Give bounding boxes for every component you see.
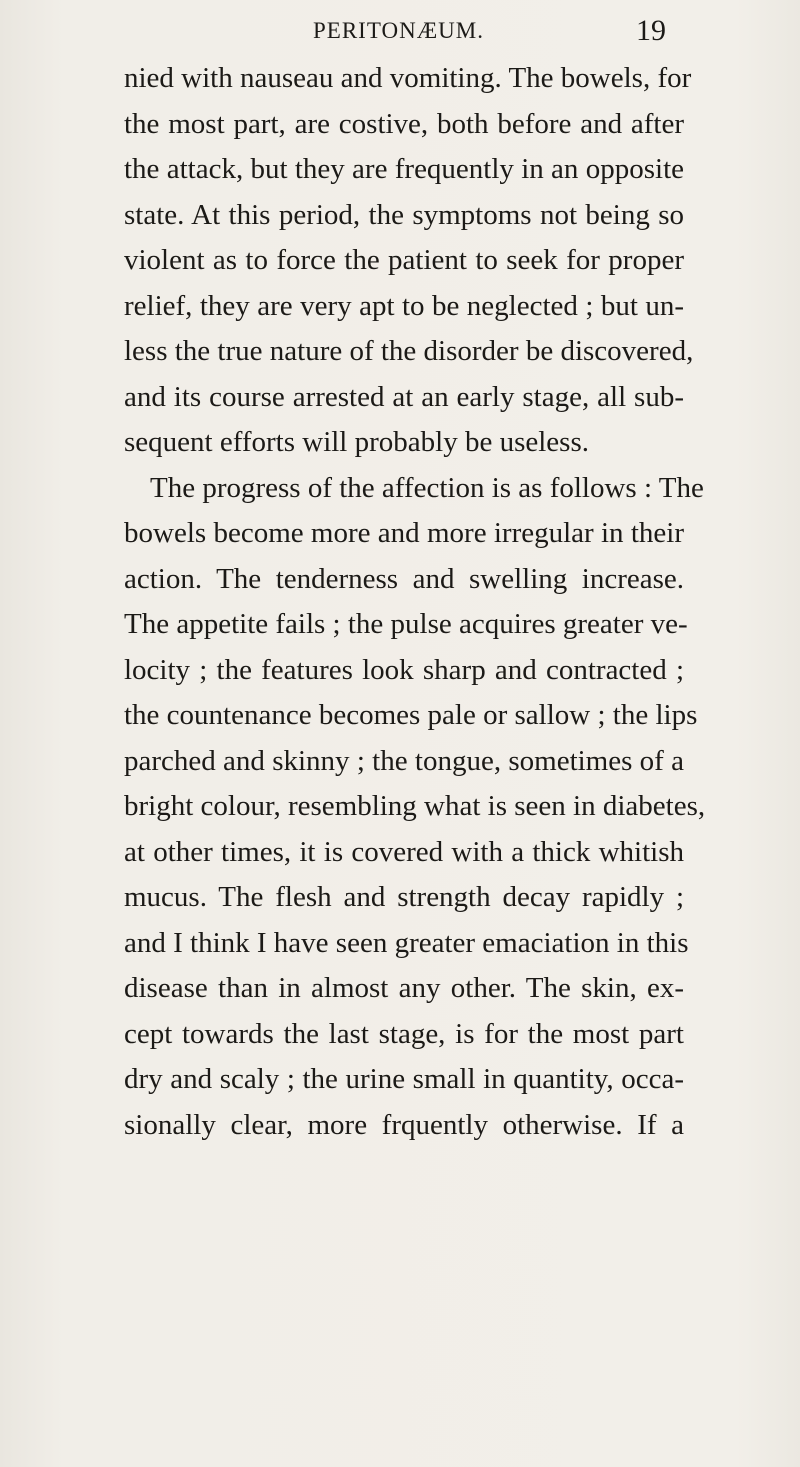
text-line: the countenance becomes pale or sallow ; the lips <box>124 699 698 731</box>
text-line: dry and scaly ; the urine small in quantity, occa- <box>124 1063 684 1095</box>
text-line: The appetite fails ; the pulse acquires greater ve- <box>124 608 688 640</box>
paragraph-end-line: sequent efforts will probably be useless. <box>124 426 589 458</box>
text-line: the most part, are costive, both before and after <box>124 107 684 140</box>
page-number: 19 <box>636 14 666 47</box>
text-line: and I think I have seen greater emaciation in this <box>124 926 689 959</box>
text-line: at other times, it is covered with a thick whitish <box>124 835 684 868</box>
text-line: bright colour, resembling what is seen in diabetes, <box>124 790 706 822</box>
text-line: state. At this period, the symptoms not being so <box>124 198 684 231</box>
text-line: relief, they are very apt to be neglected ; but un- <box>124 289 684 322</box>
body-text <box>124 56 706 1148</box>
text-line: sionally clear, more frquently otherwise. If a <box>124 1108 684 1141</box>
text-line: violent as to force the patient to seek for proper <box>124 244 684 276</box>
text-line: less the true nature of the disorder be discovered, <box>124 335 694 367</box>
text-line: and its course arrested at an early stage, all sub- <box>124 380 684 413</box>
text-line: disease than in almost any other. The skin, ex- <box>124 972 684 1004</box>
text-line: action. The tenderness and swelling increase. <box>124 562 684 595</box>
text-line: parched and skinny ; the tongue, sometimes of a <box>124 744 684 777</box>
text-line: nied with nauseau and vomiting. The bowels, for <box>124 62 692 94</box>
text-line: cept towards the last stage, is for the most part <box>124 1017 684 1050</box>
text-line: mucus. The flesh and strength decay rapidly ; <box>124 881 684 913</box>
text-line: the attack, but they are frequently in an opposite <box>124 153 684 185</box>
paragraph-start-line: The progress of the affection is as follows : The <box>150 471 704 504</box>
text-line: locity ; the features look sharp and contracted ; <box>124 653 684 686</box>
page-header <box>0 12 800 52</box>
running-head: PERITONÆUM. <box>313 18 484 43</box>
text-line: bowels become more and more irregular in their <box>124 517 684 549</box>
